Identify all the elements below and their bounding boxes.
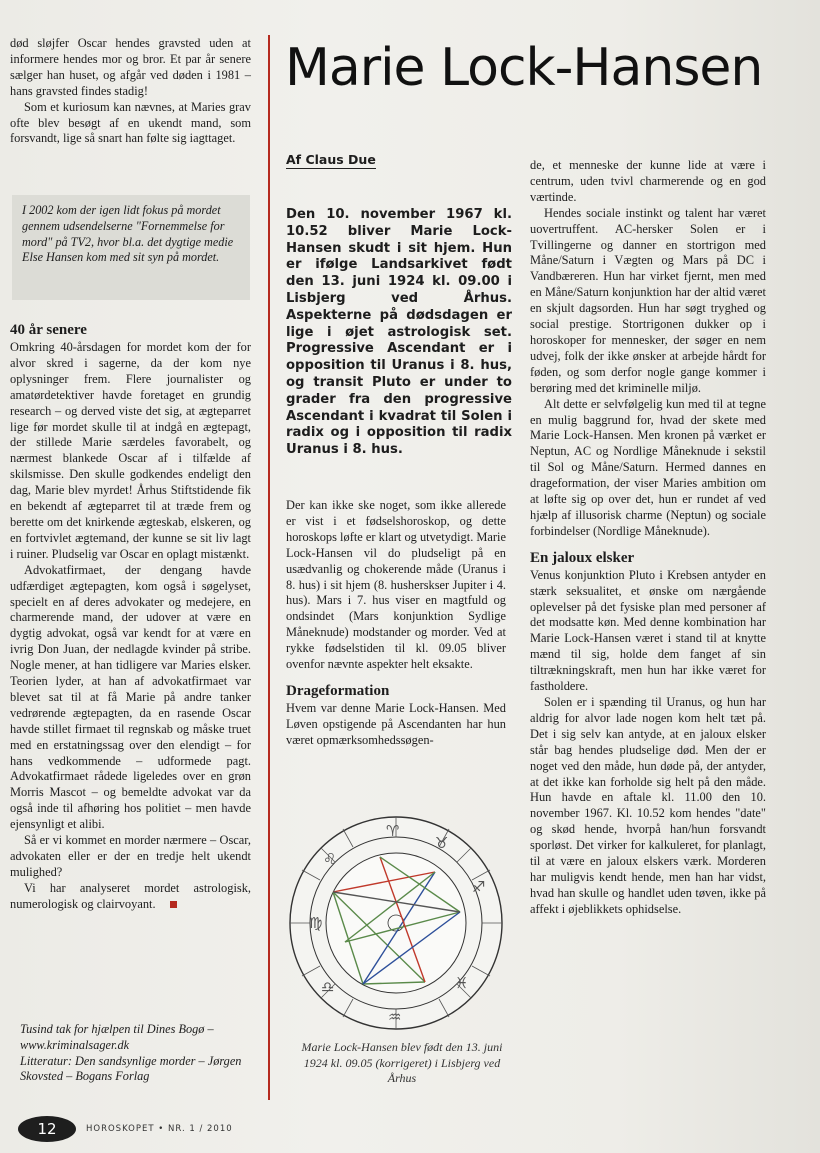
horoscope-chart <box>285 812 507 1034</box>
paragraph: Venus konjunktion Pluto i Krebsen antyder en stærk seksualitet, et ønske om nærgående oplevelser på det fysiske plan med personer af det modsatte køn. Med denne kombination har Marie Lock-Hansen været i stand til at knytte mænd til sig, holde dem fanget af sin tiltrækningskraft, men hun har ikke været for fastholdere. <box>530 567 766 694</box>
right-column <box>530 158 766 918</box>
paragraph: Som et kuriosum kan nævnes, at Maries grav ofte blev besøgt af en ukendt mand, som forsvandt, lige så snart han følte sig iagttaget. <box>10 99 251 146</box>
svg-text:♒: ♒ <box>388 1008 402 1026</box>
column-divider <box>268 35 270 1100</box>
article-title: Marie Lock-Hansen <box>285 38 763 98</box>
chart-caption: Marie Lock-Hansen blev født den 13. juni 1924 kl. 09.05 (korrigeret) i Lisbjerg ved Århus <box>301 1040 503 1085</box>
lead-paragraph: Den 10. november 1967 kl. 10.52 bliver Marie Lock-Hansen skudt i sit hjem. Hun er ifølge Landsarkivet født den 13. juni 1924 kl. 09.00 i Lisbjerg ved Århus. Aspekterne på dødsdagen er lige i øjet astrologisk set. Progressive Ascendant er i opposition til Uranus i 8. hus, og transit Pluto er under to grader fra den progressive Ascendant i kvadrat til Solen i radix og i opposition til radix Uranus i 8. hus. <box>286 207 512 458</box>
paragraph: de, et menneske der kunne lide at være i centrum, uden tvivl charmerende og en god værtinde. <box>530 158 766 204</box>
svg-text:♍: ♍ <box>309 914 323 932</box>
svg-text:♎: ♎ <box>321 978 335 996</box>
paragraph: Der kan ikke ske noget, som ikke allerede er vist i et fødselshoroskop, og dette horoskops løfte er klart og utvetydigt. Marie Lock-Hansen vil do pludseligt på en usædvanlig og chokerende måde (Uranus i 8. hus) i sit hjem (8. husherskser Jupiter i 4. hus). Mars i 7. hus viser en magtfuld og ondsindet (Mars konjunktion Sydlige Måneknude) modstander og morder. Ved at rykke fødselstiden til kl. 09.05 bliver ovenfor nævnte aspekter helt eksakte. <box>286 498 506 672</box>
left-column-continued <box>10 320 251 913</box>
paragraph: Så er vi kommet en morder nærmere – Oscar, advokaten eller er der en tredje helt ukendt mulighed? <box>10 833 251 879</box>
svg-text:♓: ♓ <box>455 974 469 992</box>
paragraph: Hvem var denne Marie Lock-Hansen. Med Løven opstigende på Ascendanten har hun været opmærksomhedssøgen- <box>286 700 506 747</box>
paragraph <box>10 881 251 913</box>
svg-text:♉: ♉ <box>435 834 449 852</box>
svg-text:♌: ♌ <box>323 850 337 868</box>
credit-literature: Litteratur: Den sandsynlige morder – Jørgen Skovsted – Bogans Forlag <box>20 1053 242 1084</box>
end-mark <box>170 901 177 908</box>
paragraph-text: Vi har analyseret mordet astrologisk, numerologisk og clairvoyant. <box>10 880 251 911</box>
left-column <box>10 36 251 147</box>
byline: Af Claus Due <box>286 152 376 167</box>
paragraph: død sløjfer Oscar hendes gravsted uden at informere hendes mor og bror. Et par år senere sælger han huset, og afgår ved døden i 1981 – hans gravsted findes stadig! <box>10 36 251 98</box>
svg-text:♐: ♐ <box>472 878 486 896</box>
middle-column <box>286 498 506 749</box>
magazine-issue: HOROSKOPET • NR. 1 / 2010 <box>86 1124 233 1134</box>
paragraph: Hendes sociale instinkt og talent har været uovertruffent. AC-hersker Solen er i Tvillingerne og danner en stortrigon med Måne/Saturn i Vægten og Mars på DC i Vandbæreren. Hun har virket fjernt, men med en Måne/Saturn konjunktion har der altid været en skjult dagsorden. Hun har søgt tryghed og social prestige. Stortrigonen dukker op i horoskoper for mennesker, der søger en nem udvej, folk der ikke ønsker at arbejde hårdt for føden, og som derfor nogle gange kommer i berøring med det kriminelle miljø. <box>530 205 766 395</box>
credits <box>20 1022 260 1085</box>
credit-thanks: Tusind tak for hjælpen til Dines Bogø – www.kriminalsager.dk <box>20 1022 214 1052</box>
paragraph: Solen er i spænding til Uranus, og hun har aldrig for alvor lade nogen kom helt tæt på. Det i sig selv kan antyde, at en jaloux elsker står bag hendes pludselige død. Men der er noget ved den måde, hun døde på, der antyder, at det ikke kan forholde sig helt på den måde. Hun havde en aftale kl. 11.00 den 10. november 1967. Kl. 10.52 kom hendes "date" og skød hende, hvorpå han/hun forsvandt sporløst. Det virker for kalkuleret, for planlagt, til at være en jaloux elskers værk. Morderen har muligvis kendt hende, men han har vidst, hvad han skulle og handlet uden tøven, ikke på affekt i øjeblikkets ophidselse. <box>530 695 766 916</box>
section-heading-40-aar: 40 år senere <box>10 322 87 338</box>
section-heading-jaloux-elsker: En jaloux elsker <box>530 549 635 566</box>
paragraph: Alt dette er selvfølgelig kun med til at tegne en mulig baggrund for, hvad der skete med Marie Lock-Hansen. Men kronen på værket er Neptun, AC og Nordlige Måneknude i sekstil til Sol og Måne/Saturn. Hermed dannes en drageformation, der viser Maries ambition om at løfte sig op over det, hun er rundet af ved hjælp af illusorisk charme (Neptun) og sociale forbindelser (Nordlige Måneknude). <box>530 396 766 538</box>
page-footer <box>18 1113 233 1145</box>
pull-quote: I 2002 kom der igen lidt fokus på mordet gennem udsendelserne "Fornemmelse for mord" på TV2, hvor bl.a. det dygtige medie Else Hansen kom med sit syn på mordet. <box>12 195 250 300</box>
page-number: 12 <box>18 1116 76 1142</box>
paragraph: Omkring 40-årsdagen for mordet kom der for alvor skred i sagerne, da der kom nye oplysninger frem. Flere journalister og amatørdetektiver havde foretaget en grundig research – og derved viste det sig, at ægteparret lige før mordet skulle til at indgå en ægtepagt, der stillede Marie særdeles favorabelt, og nærmest blankede Oscar af i tilfælde af skilsmisse. Den skulle godkendes endeligt den dag, Marie blev myrdet! Århus Stiftstidende fik en bekendt af ægteparret til at træde frem og berette om det knirkende ægteskab, elskeren, og en fortvivlet ægtemand, der kunne se sit liv lagt i ruiner. Pludselig var Oscar en oplagt mistænkt. <box>10 340 251 561</box>
paragraph: Advokatfirmaet, der dengang havde udfærdiget ægtepagten, kom også i søgelyset, specielt en af deres advokater og medejere, en charmerende mand, der udover at være en dygtig advokat, også var kendt for at være en ivrig Don Juan, der nedlagde kvinder på stribe. Nogle mener, at han tidligere var Maries elsker. Teorien lyder, at han af advokatfirmaet var blevet sat til at få Marie på andre tanker vedrørende ægtepagten, da en rasende Oscar havde stillet firmaet til regnskab og måske truet med en erstatningssag over den elendigt – for hans vedkommende – udformede pagt. Advokatfirmaet rådede ligeledes over en grøn Morris Mascot – og bemeldte advokat var da også inde til afhøring hos politiet – men havde ejensynligt et alibi. <box>10 562 251 832</box>
section-heading-drageformation: Drageformation <box>286 682 390 699</box>
svg-text:♈: ♈ <box>386 822 400 840</box>
